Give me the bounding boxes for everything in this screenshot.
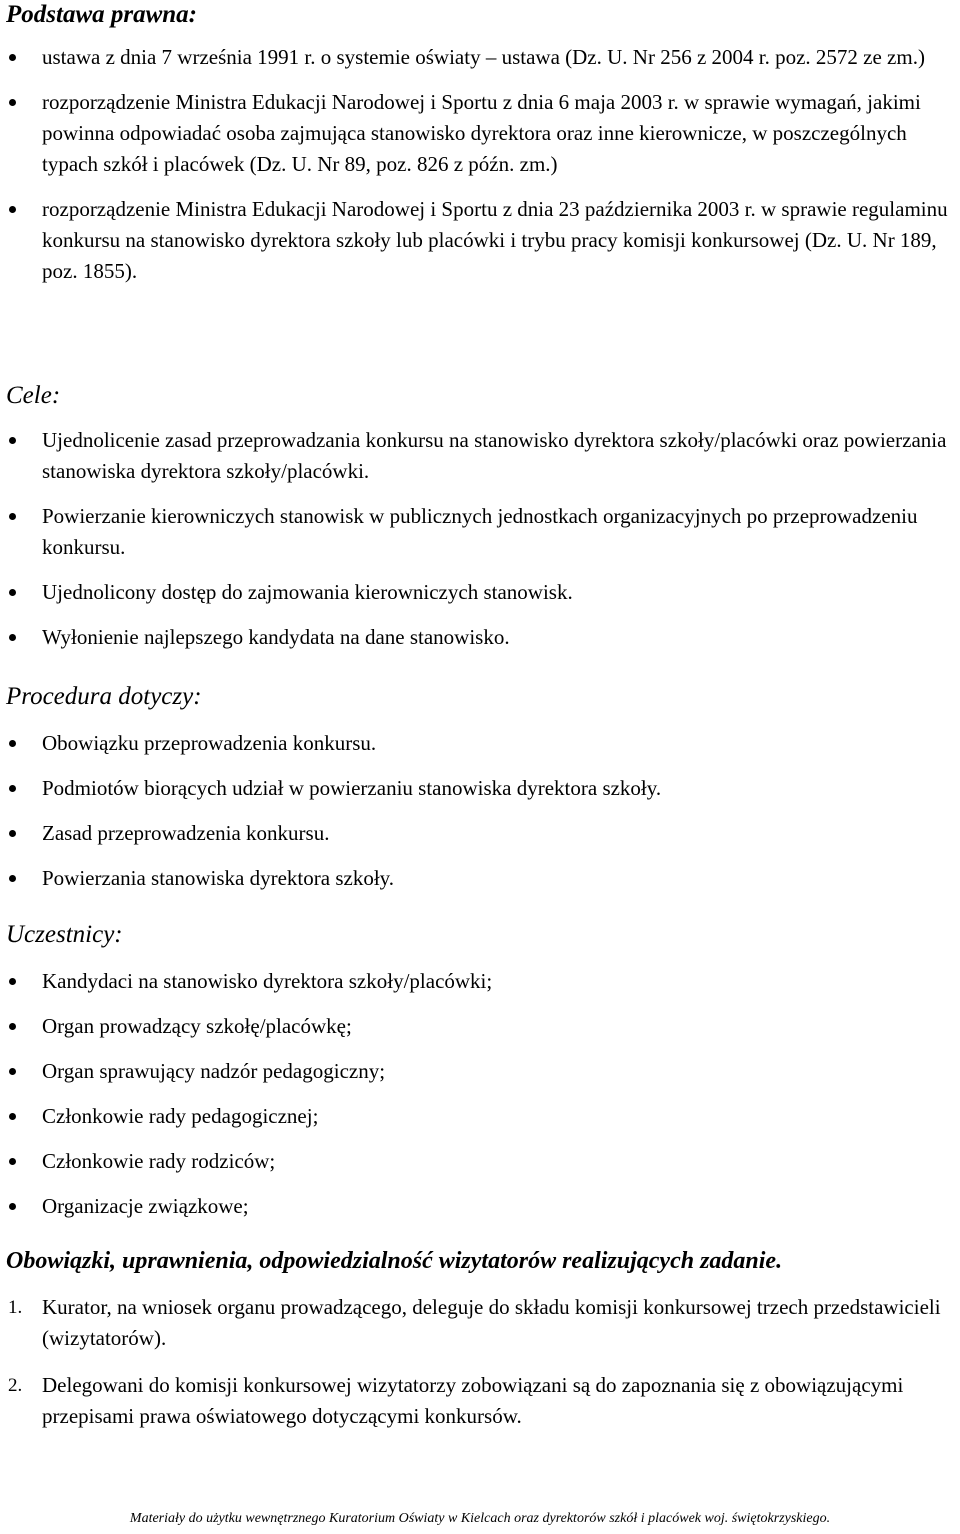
list-item xyxy=(0,501,960,563)
bullet-icon xyxy=(9,1158,16,1165)
bullet-icon xyxy=(9,978,16,985)
list-item-text: Organizacje związkowe; xyxy=(42,1194,249,1218)
list-item-text: Powierzania stanowiska dyrektora szkoły. xyxy=(42,866,395,890)
bullet-icon xyxy=(9,740,16,747)
list-item-text: Członkowie rady rodziców; xyxy=(42,1149,276,1173)
bullet-icon xyxy=(9,830,16,837)
list-item-text: Powierzanie kierowniczych stanowisk w publicznych jednostkach organizacyjnych po przeprowadzeniu konkursu. xyxy=(42,504,918,559)
page-footer: Materiały do użytku wewnętrznego Kuratorium Oświaty w Kielcach oraz dyrektorów szkół i placówek woj. świętokrzyskiego. xyxy=(129,1511,831,1526)
bullet-icon xyxy=(9,589,16,596)
numbered-list-item xyxy=(0,1292,960,1354)
list-item-text: Organ sprawujący nadzór pedagogiczny; xyxy=(42,1059,386,1083)
list-item xyxy=(0,773,960,804)
section-heading-obowiazki: Obowiązki, uprawnienia, odpowiedzialność wizytatorów realizujących zadanie. xyxy=(6,1248,783,1274)
list-item xyxy=(0,577,960,608)
list-item-text: Zasad przeprowadzenia konkursu. xyxy=(42,821,330,845)
bullet-icon xyxy=(9,785,16,792)
bullet-icon xyxy=(9,206,16,213)
list-item-text: rozporządzenie Ministra Edukacji Narodowej i Sportu z dnia 6 maja 2003 r. w sprawie wymagań, jakimi powinna odpowiadać osoba zajmująca stanowisko dyrektora oraz inne kierownicze, w poszczególnych typach szkół i placówek (Dz. U. Nr 89, poz. 826 z późn. zm.) xyxy=(42,90,921,176)
list-item-text: Podmiotów biorących udział w powierzaniu stanowiska dyrektora szkoły. xyxy=(42,776,662,800)
bullet-icon xyxy=(9,1068,16,1075)
list-item-text: Członkowie rady pedagogicznej; xyxy=(42,1104,319,1128)
list-item-text: Kandydaci na stanowisko dyrektora szkoły/placówki; xyxy=(42,969,493,993)
bullet-icon xyxy=(9,1023,16,1030)
list-item xyxy=(0,863,960,894)
section-heading-procedura-dotyczy: Procedura dotyczy: xyxy=(6,683,202,710)
list-item xyxy=(0,728,960,759)
section-heading-uczestnicy: Uczestnicy: xyxy=(6,921,123,948)
list-item-text: Organ prowadzący szkołę/placówkę; xyxy=(42,1014,352,1038)
list-item xyxy=(0,425,960,487)
list-item-number: 1. xyxy=(8,1297,23,1318)
bullet-icon xyxy=(9,875,16,882)
list-item xyxy=(0,622,960,653)
list-item-text: ustawa z dnia 7 września 1991 r. o systemie oświaty – ustawa (Dz. U. Nr 256 z 2004 r. poz. 2572 ze zm.) xyxy=(42,45,925,69)
bullet-icon xyxy=(9,634,16,641)
list-item xyxy=(0,194,960,287)
bullet-icon xyxy=(9,1113,16,1120)
list-item xyxy=(0,1101,960,1132)
list-item xyxy=(0,1056,960,1087)
list-item xyxy=(0,1011,960,1042)
list-item xyxy=(0,42,960,73)
cele-list xyxy=(0,425,960,653)
list-item xyxy=(0,966,960,997)
list-item-text: Ujednolicony dostęp do zajmowania kierowniczych stanowisk. xyxy=(42,580,573,604)
bullet-icon xyxy=(9,1203,16,1210)
procedura-list xyxy=(0,728,960,894)
numbered-list-item xyxy=(0,1370,960,1432)
list-item-text: Kurator, na wniosek organu prowadzącego, deleguje do składu komisji konkursowej trzech przedstawicieli (wizytatorów). xyxy=(42,1295,941,1350)
list-item xyxy=(0,1146,960,1177)
bullet-icon xyxy=(9,99,16,106)
podstawa-prawna-list xyxy=(0,42,960,287)
bullet-icon xyxy=(9,437,16,444)
list-item-text: Wyłonienie najlepszego kandydata na dane stanowisko. xyxy=(42,625,510,649)
list-item-text: rozporządzenie Ministra Edukacji Narodowej i Sportu z dnia 23 października 2003 r. w sprawie regulaminu konkursu na stanowisko dyrektora szkoły lub placówki i trybu pracy komisji konkursowej (Dz. U. Nr 189, poz. 1855). xyxy=(42,197,948,283)
list-item xyxy=(0,87,960,180)
list-item-text: Obowiązku przeprowadzenia konkursu. xyxy=(42,731,377,755)
section-heading-cele: Cele: xyxy=(6,382,61,409)
list-item xyxy=(0,818,960,849)
uczestnicy-list xyxy=(0,966,960,1222)
obowiazki-list xyxy=(0,1292,960,1432)
bullet-icon xyxy=(9,54,16,61)
section-heading-podstawa-prawna: Podstawa prawna: xyxy=(6,1,198,28)
list-item xyxy=(0,1191,960,1222)
list-item-text: Delegowani do komisji konkursowej wizytatorzy zobowiązani są do zapoznania się z obowiązującymi przepisami prawa oświatowego dotyczącymi konkursów. xyxy=(42,1373,904,1428)
list-item-text: Ujednolicenie zasad przeprowadzania konkursu na stanowisko dyrektora szkoły/placówki oraz powierzania stanowiska dyrektora szkoły/placówki. xyxy=(42,428,947,483)
list-item-number: 2. xyxy=(8,1375,23,1396)
bullet-icon xyxy=(9,513,16,520)
